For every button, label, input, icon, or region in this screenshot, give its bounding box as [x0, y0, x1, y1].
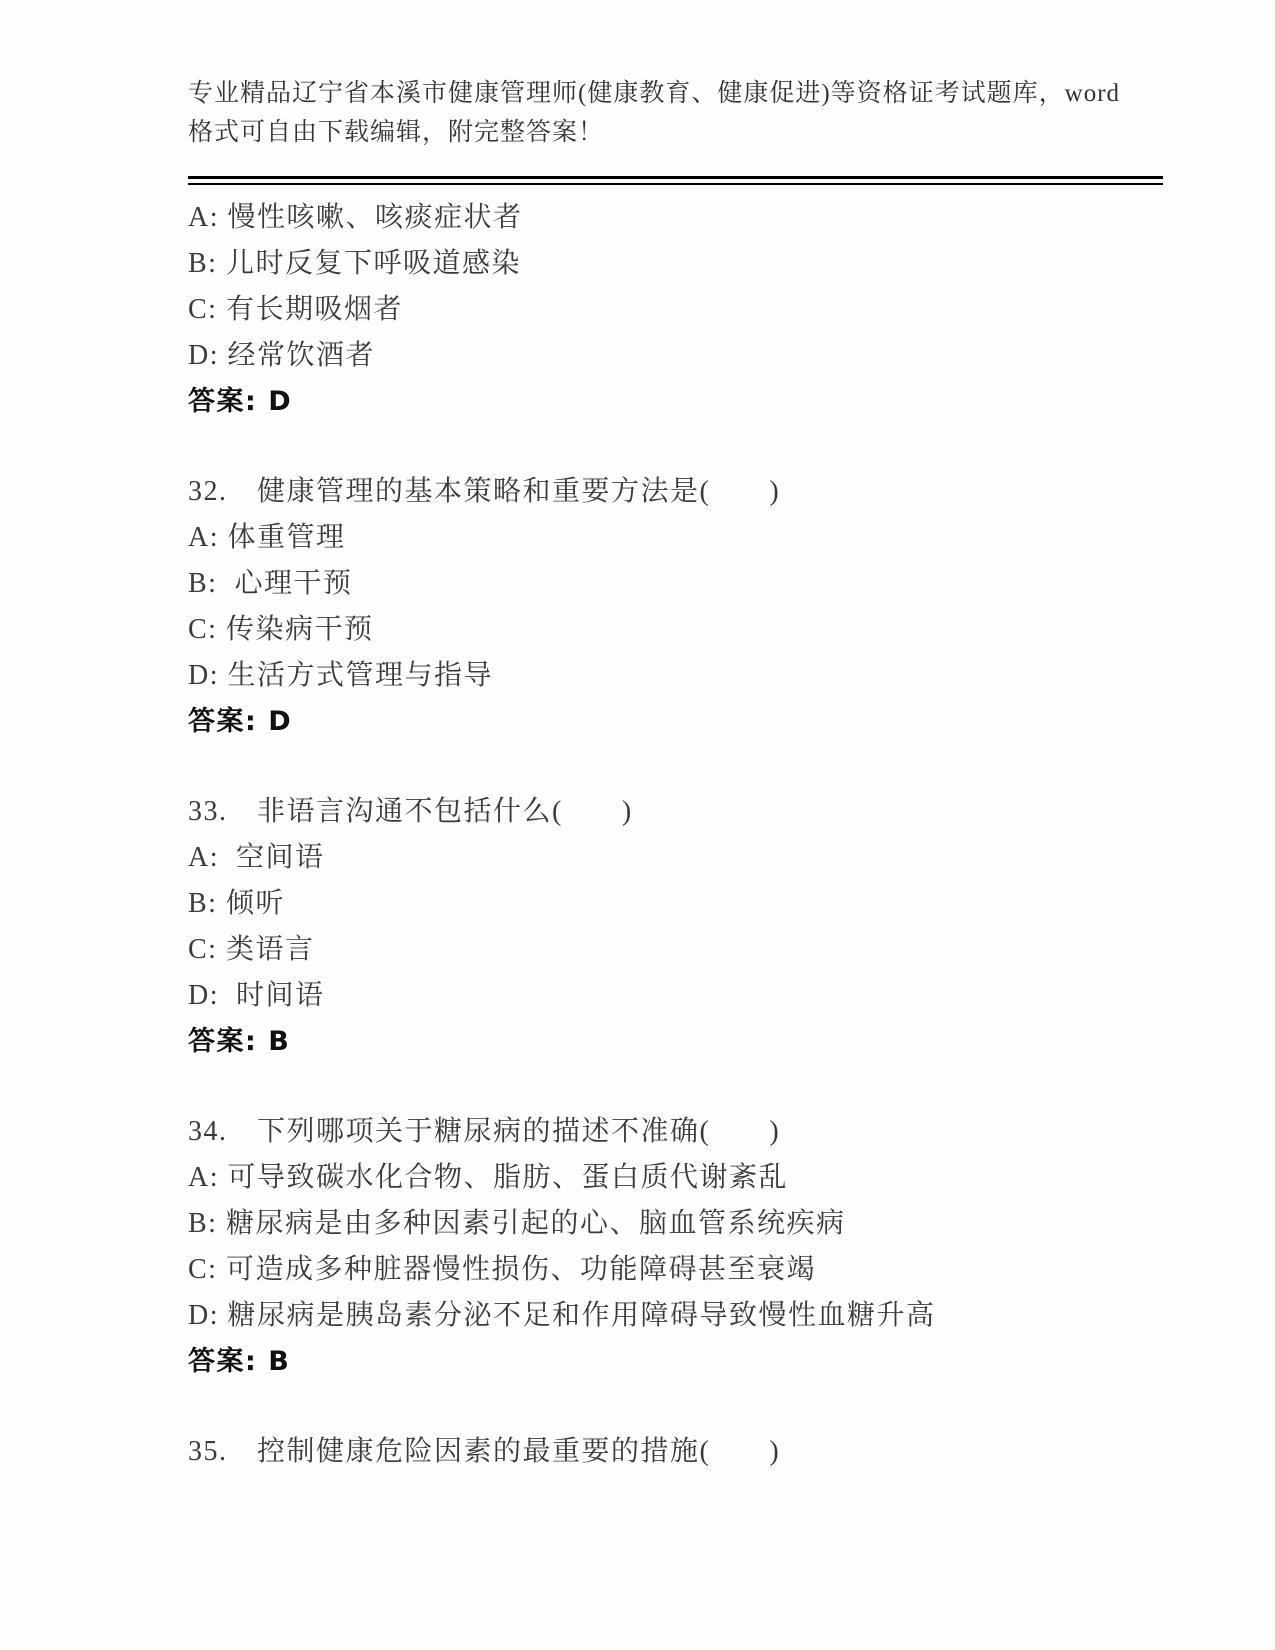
page-header: [188, 74, 1163, 152]
question-block-35: [188, 1429, 1163, 1475]
option-a: A: 慢性咳嗽、咳痰症状者: [188, 202, 523, 233]
question-stem: 33. 非语言沟通不包括什么( ): [188, 796, 633, 827]
header-line-1: 专业精品辽宁省本溪市健康管理师(健康教育、健康促进)等资格证考试题库，word: [188, 80, 1121, 107]
option-c: C: 可造成多种脏器慢性损伤、功能障碍甚至衰竭: [188, 1254, 816, 1285]
option-a: A: 体重管理: [188, 522, 346, 553]
question-stem: 32. 健康管理的基本策略和重要方法是( ): [188, 476, 781, 507]
option-b: B: 倾听: [188, 888, 285, 919]
answer-line: 答案: D: [188, 386, 293, 417]
question-stem: 34. 下列哪项关于糖尿病的描述不准确( ): [188, 1116, 781, 1147]
option-a: A: 空间语: [188, 842, 325, 873]
header-divider-rule: [188, 176, 1163, 185]
question-block-32: [188, 469, 1163, 745]
option-c: C: 有长期吸烟者: [188, 294, 403, 325]
question-block-33: [188, 789, 1163, 1065]
option-d: D: 经常饮酒者: [188, 340, 376, 371]
answer-line: 答案: B: [188, 1346, 291, 1377]
document-body: [188, 195, 1163, 1475]
option-d: D: 时间语: [188, 980, 325, 1011]
option-d: D: 糖尿病是胰岛素分泌不足和作用障碍导致慢性血糖升高: [188, 1300, 936, 1331]
option-a: A: 可导致碳水化合物、脂肪、蛋白质代谢紊乱: [188, 1162, 789, 1193]
answer-line: 答案: D: [188, 706, 293, 737]
header-line-2: 格式可自由下载编辑，附完整答案！: [188, 119, 605, 146]
option-c: C: 传染病干预: [188, 614, 374, 645]
question-block-31-continuation: [188, 195, 1163, 425]
option-b: B: 心理干预: [188, 568, 353, 599]
question-stem: 35. 控制健康危险因素的最重要的措施( ): [188, 1436, 781, 1467]
question-block-34: [188, 1109, 1163, 1385]
answer-line: 答案: B: [188, 1026, 291, 1057]
option-b: B: 糖尿病是由多种因素引起的心、脑血管系统疾病: [188, 1208, 846, 1239]
option-c: C: 类语言: [188, 934, 315, 965]
option-b: B: 儿时反复下呼吸道感染: [188, 248, 521, 279]
option-d: D: 生活方式管理与指导: [188, 660, 494, 691]
